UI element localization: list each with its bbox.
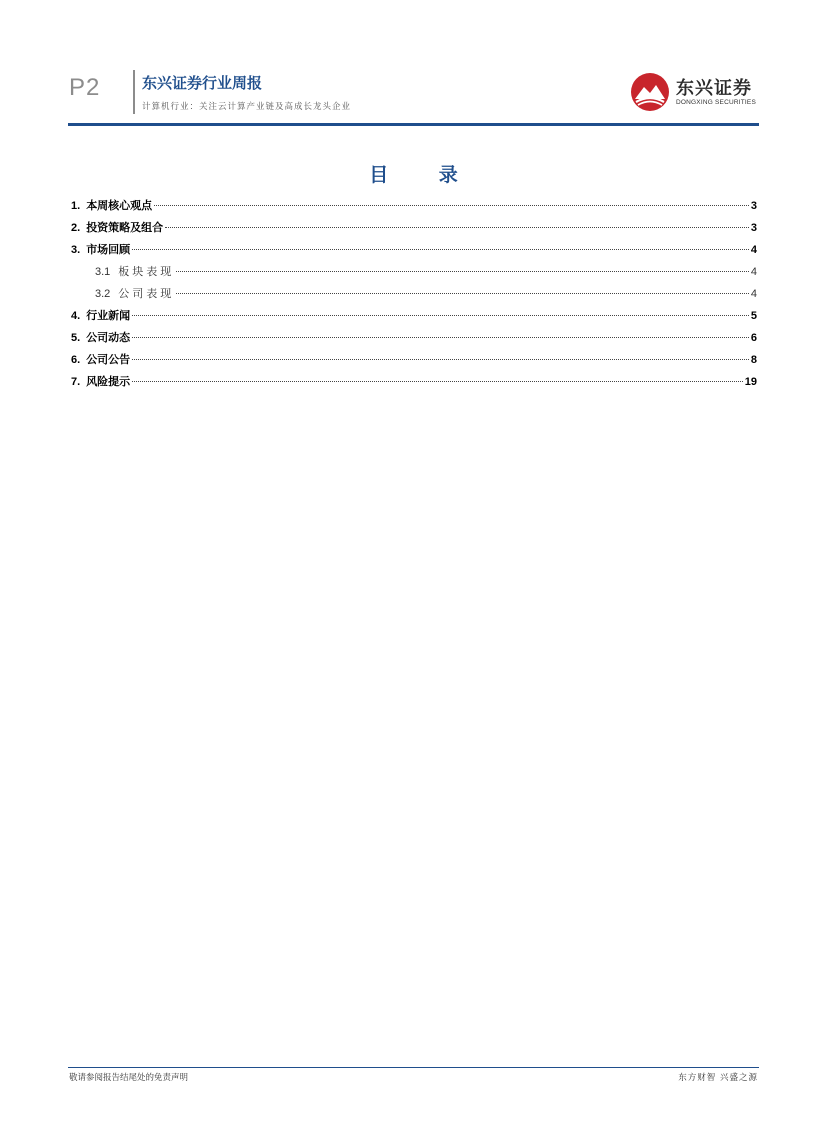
- toc-entry-label: 本周核心观点: [86, 199, 153, 212]
- toc-entry-label: 公司动态: [86, 331, 131, 344]
- toc-entry[interactable]: [71, 351, 757, 373]
- logo-name: 东兴证券: [676, 78, 752, 99]
- report-subtitle: 计算机行业：关注云计算产业链及高成长龙头企业: [142, 102, 352, 112]
- toc-entry[interactable]: [71, 197, 757, 219]
- toc-entry-page: 3: [750, 200, 757, 212]
- header-divider: [133, 70, 135, 114]
- toc-entry[interactable]: [71, 329, 757, 351]
- toc-entry-number: 2.: [71, 222, 81, 234]
- toc-leader: [132, 249, 749, 250]
- toc-leader: [132, 359, 749, 360]
- toc-subentry[interactable]: [71, 263, 757, 285]
- toc-leader: [132, 337, 749, 338]
- logo-english-name: DONGXING SECURITIES: [676, 99, 757, 106]
- toc-entry-page: 6: [750, 332, 757, 344]
- report-brand-title: 东兴证券行业周报: [142, 74, 263, 92]
- table-of-contents: [71, 197, 757, 395]
- toc-entry-page: 19: [744, 376, 757, 388]
- toc-entry-page: 4: [750, 244, 757, 256]
- toc-entry-page: 5: [750, 310, 757, 322]
- toc-entry-number: 3.2: [95, 288, 111, 300]
- toc-entry-label: 公司公告: [86, 353, 131, 366]
- toc-entry-label: 行业新闻: [86, 309, 131, 322]
- footer-disclaimer-note: 敬请参阅报告结尾处的免责声明: [69, 1073, 189, 1083]
- toc-entry[interactable]: [71, 219, 757, 241]
- toc-entry-number: 1.: [71, 200, 81, 212]
- footer-rule: [68, 1067, 759, 1068]
- logo-emblem-icon: [630, 72, 670, 112]
- company-logo: [630, 72, 760, 112]
- toc-entry-page: 3: [750, 222, 757, 234]
- toc-entry-number: 7.: [71, 376, 81, 388]
- toc-entry-number: 6.: [71, 354, 81, 366]
- toc-subentry[interactable]: [71, 285, 757, 307]
- toc-title: 目 录: [369, 164, 480, 186]
- toc-leader: [176, 293, 749, 294]
- footer-slogan: 东方财智 兴盛之源: [678, 1073, 758, 1083]
- toc-entry-label: 板块表现: [118, 265, 175, 278]
- toc-entry-label: 公司表现: [118, 287, 175, 300]
- toc-entry[interactable]: [71, 307, 757, 329]
- toc-entry-label: 风险提示: [86, 375, 131, 388]
- toc-entry-number: 3.1: [95, 266, 111, 278]
- toc-leader: [132, 315, 749, 316]
- toc-entry-page: 8: [750, 354, 757, 366]
- toc-entry-number: 4.: [71, 310, 81, 322]
- toc-leader: [132, 381, 743, 382]
- toc-leader: [176, 271, 749, 272]
- toc-entry[interactable]: [71, 241, 757, 263]
- toc-leader: [165, 227, 749, 228]
- toc-entry-page: 4: [750, 266, 757, 278]
- page-number: P2: [69, 74, 101, 101]
- header-rule: [68, 123, 759, 126]
- toc-entry-number: 5.: [71, 332, 81, 344]
- toc-entry-number: 3.: [71, 244, 81, 256]
- toc-entry-page: 4: [750, 288, 757, 300]
- toc-leader: [154, 205, 749, 206]
- toc-entry-label: 市场回顾: [86, 243, 131, 256]
- toc-entry-label: 投资策略及组合: [86, 221, 164, 234]
- toc-entry[interactable]: [71, 373, 757, 395]
